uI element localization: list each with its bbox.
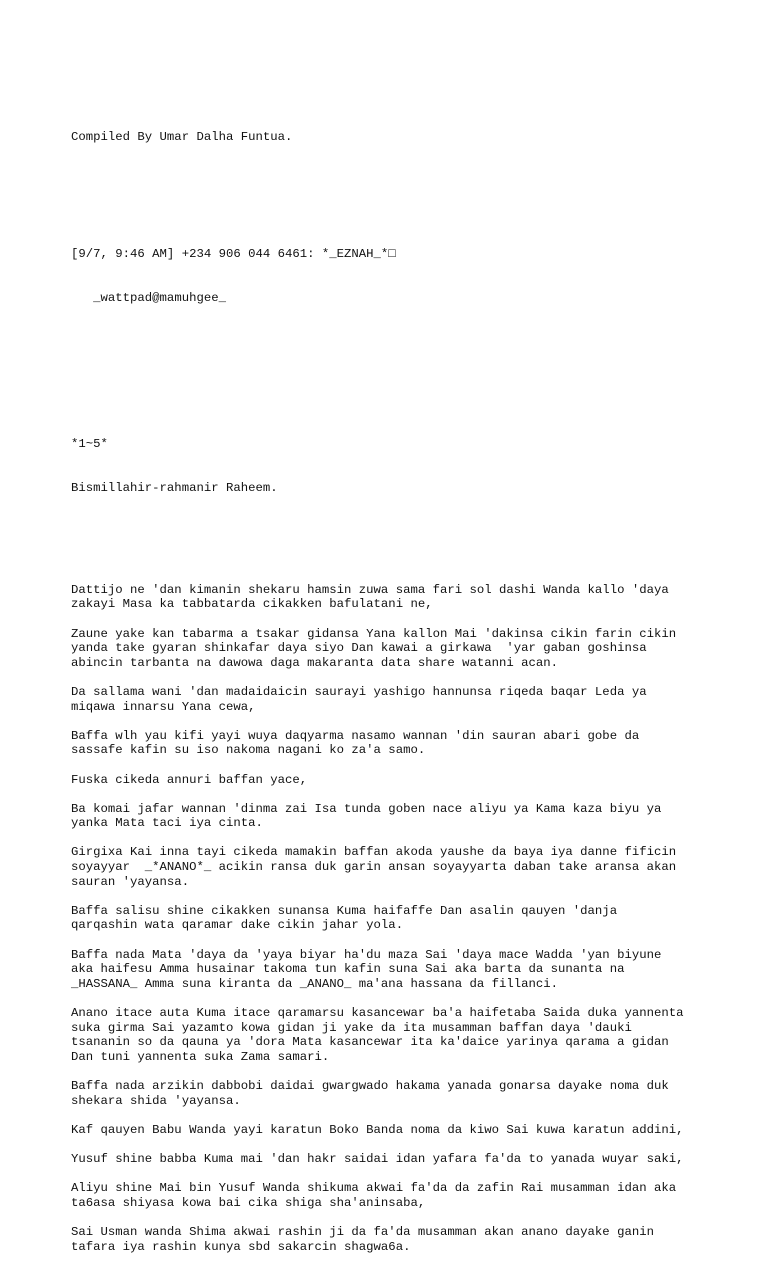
paragraph bbox=[71, 1079, 711, 1108]
paragraph-line: Aliyu shine Mai bin Yusuf Wanda shikuma akwai fa'da da zafin Rai musamman idan aka bbox=[71, 1181, 677, 1196]
paragraph bbox=[71, 773, 711, 788]
paragraph bbox=[71, 685, 711, 714]
wattpad-handle: _wattpad@mamuhgee_ bbox=[71, 290, 226, 305]
paragraph bbox=[71, 583, 711, 612]
paragraph bbox=[71, 627, 711, 671]
paragraph-line: Ba komai jafar wannan 'dinma zai Isa tunda goben nace aliyu ya Kama kaza biyu ya bbox=[71, 801, 662, 816]
compiled-by-text: Compiled By Umar Dalha Funtua. bbox=[71, 130, 293, 145]
paragraph-line: Baffa wlh yau kifi yayi wuya daqyarma nasamo wannan 'din sauran abari gobe da bbox=[71, 728, 640, 743]
paragraph bbox=[71, 845, 711, 889]
paragraph-line: Girgixa Kai inna tayi cikeda mamakin baffan akoda yaushe da baya iya danne fificin bbox=[71, 845, 677, 860]
paragraph-line: Yusuf shine babba Kuma mai 'dan hakr saidai idan yafara fa'da to yanada wuyar saki, bbox=[71, 1151, 684, 1166]
paragraph bbox=[71, 948, 711, 992]
paragraph-line: abincin tarbanta na dawowa daga makaranta data share watanni acan. bbox=[71, 655, 559, 670]
paragraph-line: Baffa salisu shine cikakken sunansa Kuma haifaffe Dan asalin qauyen 'danja bbox=[71, 903, 618, 918]
chapter-heading bbox=[71, 408, 711, 525]
paragraph-line: sassafe kafin su iso nakoma nagani ko za'a samo. bbox=[71, 743, 426, 758]
chapter-opening: Bismillahir-rahmanir Raheem. bbox=[71, 480, 278, 495]
paragraph-line: Baffa nada Mata 'daya da 'yaya biyar ha'du maza Sai 'daya mace Wadda 'yan biyune bbox=[71, 947, 662, 962]
paragraph-line: Da sallama wani 'dan madaidaicin saurayi yashigo hannunsa riqeda baqar Leda ya bbox=[71, 684, 647, 699]
paragraph-line: Anano itace auta Kuma itace qaramarsu kasancewar ba'a haifetaba Saida duka yannenta bbox=[71, 1006, 684, 1021]
paragraph-line: yanka Mata taci iya cinta. bbox=[71, 816, 263, 831]
paragraph-line: Kaf qauyen Babu Wanda yayi karatun Boko Banda noma da kiwo Sai kuwa karatun addini, bbox=[71, 1122, 684, 1137]
paragraph-line: miqawa innarsu Yana cewa, bbox=[71, 699, 256, 714]
paragraph-line: tafara iya rashin kunya sbd sakarcin shagwa6a. bbox=[71, 1239, 411, 1254]
paragraph-line: Dan tuni yannenta suka Zama samari. bbox=[71, 1049, 330, 1064]
paragraph bbox=[71, 1123, 711, 1138]
paragraph-line: _HASSANA_ Amma suna kiranta da _ANANO_ ma'ana hassana da fillanci. bbox=[71, 976, 559, 991]
paragraph bbox=[71, 1152, 711, 1167]
paragraph-line: Sai Usman wanda Shima akwai rashin ji da fa'da musamman akan anano dayake ganin bbox=[71, 1224, 654, 1239]
compiled-by-line bbox=[71, 101, 711, 174]
paragraph-line: shekara shida 'yayansa. bbox=[71, 1093, 241, 1108]
paragraph-line: aka haifesu Amma husainar takoma tun kafin suna Sai aka barta da sunanta na bbox=[71, 962, 625, 977]
paragraph bbox=[71, 1181, 711, 1210]
paragraph-line: zakayi Masa ka tabbatarda cikakken bafulatani ne, bbox=[71, 597, 433, 612]
message-header bbox=[71, 218, 711, 335]
paragraph bbox=[71, 1006, 711, 1064]
paragraph-line: Baffa nada arzikin dabbobi daidai gwargwado hakama yanada gonarsa dayake noma duk bbox=[71, 1078, 669, 1093]
paragraph-line: yanda take gyaran shinkafar daya siyo Dan kawai a girkawa 'yar gaban goshinsa bbox=[71, 641, 647, 656]
document-page bbox=[71, 72, 711, 1269]
body-paragraphs bbox=[71, 583, 711, 1254]
chapter-number: *1~5* bbox=[71, 436, 108, 451]
paragraph-line: Dattijo ne 'dan kimanin shekaru hamsin zuwa sama fari sol dashi Wanda kallo 'daya bbox=[71, 582, 669, 597]
paragraph-line: sauran 'yayansa. bbox=[71, 874, 190, 889]
paragraph bbox=[71, 904, 711, 933]
paragraph-line: tsananin so da qauna ya 'dora Mata kasancewar ita ka'daice yarinya qarama a gidan bbox=[71, 1035, 669, 1050]
paragraph bbox=[71, 1225, 711, 1254]
paragraph-line: suka girma Sai yazamto kowa gidan ji yake da ita musamman baffan daya 'dauki bbox=[71, 1020, 632, 1035]
paragraph bbox=[71, 729, 711, 758]
paragraph-line: soyayyar _*ANANO*_ acikin ransa duk garin ansan soyayyarta daban take aransa akan bbox=[71, 860, 677, 875]
paragraph bbox=[71, 802, 711, 831]
paragraph-line: ta6asa shiyasa kowa bai cika shiga sha'aninsaba, bbox=[71, 1195, 426, 1210]
message-timestamp-line: [9/7, 9:46 AM] +234 906 044 6461: *_EZNAH_*□ bbox=[71, 247, 396, 262]
paragraph-line: Zaune yake kan tabarma a tsakar gidansa Yana kallon Mai 'dakinsa cikin farin cikin bbox=[71, 626, 677, 641]
paragraph-line: Fuska cikeda annuri baffan yace, bbox=[71, 772, 308, 787]
paragraph-line: qarqashin wata qaramar dake cikin jahar yola. bbox=[71, 918, 404, 933]
